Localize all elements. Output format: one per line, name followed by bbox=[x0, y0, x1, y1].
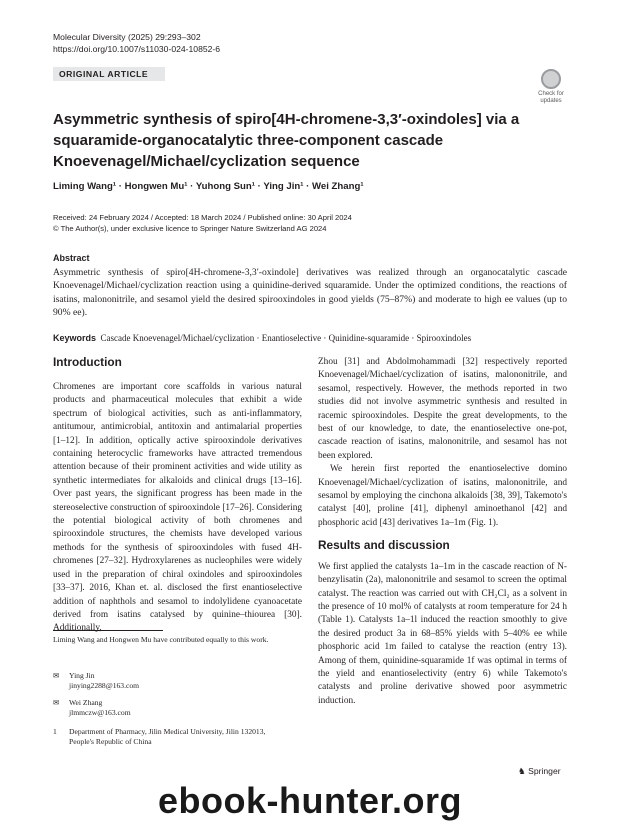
affiliation bbox=[53, 727, 302, 748]
history-dates: Received: 24 February 2024 / Accepted: 18 March 2024 / Published online: 30 April 2024 bbox=[53, 213, 352, 222]
affiliation-text: Department of Pharmacy, Jilin Medical University, Jilin 132013, People's Republic of China bbox=[69, 727, 266, 747]
copyright: © The Author(s), under exclusive licence to Springer Nature Switzerland AG 2024 bbox=[53, 223, 327, 233]
corresponding-author-1 bbox=[53, 671, 302, 692]
results-paragraph: We first applied the catalysts 1a–1m in the cascade reaction of N-benzylisatin (2a), malononitrile and sesamol to screen the optimal catalyst. The reaction was carried out with CH₂Cl₂ as a solvent in the presence of 10 mol% of catalysts at room temperature for 24 h (Table 1). Catalysts 1a–1l induced the reaction smoothly to give the desired product 3a in 68–85% yields with 5–40% ee while phosphoric acid 1m failed to catalyse the reaction (entry 13). Among of them, quinidine-squaramide 1f was optimal in terms of the yield and enantioselectivity (entry 6) while Takemoto's catalysts and proline derivative showed poor asymmetric induction. bbox=[318, 561, 567, 706]
author-name: Ying Jin bbox=[69, 671, 95, 680]
abstract-heading: Abstract bbox=[53, 253, 90, 263]
author-email[interactable]: jlmmczw@163.com bbox=[69, 708, 131, 718]
journal-citation: Molecular Diversity (2025) 29:293–302 bbox=[53, 32, 201, 42]
check-updates-label-2: updates bbox=[540, 98, 562, 104]
publication-dates bbox=[53, 213, 352, 234]
results-heading: Results and discussion bbox=[318, 538, 450, 553]
doi-link[interactable]: https://doi.org/10.1007/s11030-024-10852-6 bbox=[53, 44, 221, 54]
keywords-text: Cascade Knoevenagel/Michael/cyclization · Enantioselective · Quinidine-squaramide · Spirooxindoles bbox=[100, 333, 472, 343]
envelope-icon: ✉ bbox=[53, 698, 60, 707]
envelope-icon: ✉ bbox=[53, 671, 60, 680]
right-paragraph-2: We herein first reported the enantioselective domino Knoevenagel/Michael/cyclization of isatins, malononitrile, and sesamol by employing the cinchona alkaloids [38, 39], Takemoto's catalyst [40], proline [41], diphenyl aminoethanol [42] and phosphoric acid [43] derivatives 1a–1m (Fig. 1). bbox=[318, 464, 567, 528]
check-updates-label-1: Check for bbox=[538, 91, 564, 97]
article-title: Asymmetric synthesis of spiro[4H-chromene-3,3′-oxindoles] via a squaramide-organocatalytic three-component cascade Knoevenagel/Michael/cyclization sequence bbox=[53, 111, 520, 170]
article-type-badge: ORIGINAL ARTICLE bbox=[53, 67, 165, 81]
left-column bbox=[53, 381, 302, 636]
author-email[interactable]: jinying2288@163.com bbox=[69, 681, 140, 691]
check-for-updates[interactable] bbox=[537, 69, 565, 109]
intro-paragraph: Chromenes are important core scaffolds in various natural products and pharmaceutical molecules that exhibit a wide spectrum of biological activities, such as anti-inflammatory, antitumour, antimicrobial, antitoxin and antimalarial properties [1–12]. In addition, optically active spirooxindole derivatives containing heterocyclic frameworks have attracted tremendous attention because of their prominent activities and wide utility as synthetic intermediates for alkaloids and clinical drugs [13–16]. Over past years, the significant progress has been made in the stereoselective construction of spirooxindole [17–26]. Considering the potential biological activity of both chromenes and spirooxindole structures, the chemists have developed various methods for the synthesis of spirooxindoles with fused 4H-chromenes [27–32]. Hydroxylarenes as nucleophiles were widely used in the preparation of chiral oxindoles and spirooxindoles [33–37]. 2016, Khan et. al. disclosed the first enantioselective addition of naphthols and sesamol to indolylidene cyanoacetate derived from isatins catalysed by quinine–thiourea [30]. Additionally, bbox=[53, 382, 302, 634]
introduction-heading: Introduction bbox=[53, 355, 122, 369]
author-name: Wei Zhang bbox=[69, 698, 103, 707]
right-column bbox=[318, 356, 567, 708]
equal-contribution-note: Liming Wang and Hongwen Mu have contributed equally to this work. bbox=[53, 635, 269, 644]
footnote-rule bbox=[53, 630, 163, 631]
abstract-text: Asymmetric synthesis of spiro[4H-chromene-3,3′-oxindole] derivatives was realized through an organocatalytic cascade Knoevenagel/Michael/cyclization reaction using a quinidine-derived squaramide. Under the optimized conditions, the reactions of isatins, malononitrile, and sesamol yield the desired spirooxindoles in good yields (75–87%) and moderate to high ee values (up to 90% ee). bbox=[53, 267, 567, 319]
corresponding-author-2 bbox=[53, 698, 302, 719]
watermark: ebook-hunter.org bbox=[0, 780, 620, 824]
right-paragraph-1: Zhou [31] and Abdolmohammadi [32] respectively reported Knoevenagel/Michael/cyclization of isatins, malononitrile, and sesamol, respectively. However, the methods reported in two studies did not involve asymmetric synthesis and resulted in racemic spirooxindoles. Despite the great developments, to the best of our knowledge, to date, the enantioselective one-pot, cascade reaction of isatins, malononitrile, and sesamol has not been explored. bbox=[318, 357, 567, 461]
affiliation-number: 1 bbox=[53, 727, 57, 736]
keywords-label: Keywords bbox=[53, 333, 97, 343]
publisher-name: Springer bbox=[528, 766, 561, 776]
springer-horse-icon: ♞ bbox=[518, 766, 526, 776]
check-updates-icon bbox=[541, 69, 561, 89]
journal-info bbox=[53, 31, 220, 55]
author-list: Liming Wang¹ · Hongwen Mu¹ · Yuhong Sun¹ · Ying Jin¹ · Wei Zhang¹ bbox=[53, 181, 364, 192]
keywords bbox=[53, 333, 567, 343]
publisher-logo bbox=[518, 766, 561, 777]
